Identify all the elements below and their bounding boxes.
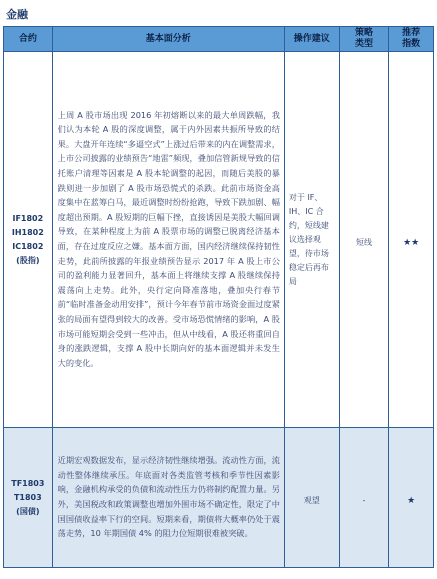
header-strategy-type-line1: 策略: [354, 28, 373, 38]
header-rating-line1: 推荐: [402, 28, 421, 38]
strategy-type-cell: [339, 52, 389, 428]
rating-cell: [389, 52, 434, 428]
strategy-type-cell: [339, 428, 389, 568]
table-row-equity-index: [4, 52, 434, 428]
strategy-type: 短线: [356, 238, 372, 247]
strategy-type: -: [362, 496, 366, 505]
header-strategy-type: [339, 27, 389, 52]
header-rating-line2: 指数: [402, 39, 421, 49]
header-strategy-type-line2: 类型: [354, 39, 373, 49]
header-contract: 合约: [4, 27, 53, 52]
contract-line: TF1803: [11, 478, 45, 488]
contract-line: IF1802: [12, 213, 44, 223]
section-title: 金融: [6, 8, 28, 21]
table-row-treasury: [4, 428, 434, 568]
advice-cell: [284, 428, 339, 568]
contract-line: T1803: [13, 492, 42, 502]
rating-stars: ★: [407, 496, 416, 506]
contract-category: (股指): [16, 255, 40, 265]
header-advice: 操作建议: [284, 27, 339, 52]
header-rating: [389, 27, 434, 52]
header-analysis: 基本面分析: [52, 27, 284, 52]
contract-cell: [4, 52, 53, 428]
contract-line: IC1802: [12, 241, 44, 251]
rating-stars: ★★: [403, 238, 420, 248]
futures-analysis-table: [3, 26, 434, 568]
analysis-cell: [52, 428, 284, 568]
rating-cell: [389, 428, 434, 568]
advice-cell: [284, 52, 339, 428]
analysis-cell: [52, 52, 284, 428]
contract-cell: [4, 428, 53, 568]
analysis-text: 上周 A 股市场出现 2016 年初熔断以来的最大单周跌幅，我们认为本轮 A 股的深度调整，属于内外因素共振所导致的结果。大盘开年连续“多逼空式”上涨过后带来的内在调整需求，上市公司披露的业绩预告“地雷”频现，叠加信管新规导致的信托账户清理等因素是 A 股本轮调整的起因，而随后美股的暴跌则进一步加剧了 A 股市场恐慌式的杀跌。此前市场资金高度集中在蓝筹白马，最近调整时纷纷抢跑，导致下跌加剧、幅度超出预期。A 股短期的巨幅下挫，直接诱因是美股大幅回调导致，在某种程度上为前 A 股票市场的调整已脱离经济基本面，存在过度反应之嫌。基本面方面，国内经济继续保持韧性走势，此前所披露的年报业绩预告显示 2017 年 A 股上市公司的盈利能力显著回升，基本面上将继续支撑 A 股继续保持震荡向上走势。此外，央行定向降准落地，叠加央行春节前“临时准备金动用安排”，预计今年春节前市场资金面过度紧张的局面有望得到较大的改善。受市场恐慌情绪的影响，A 股市场可能短期会受到一些冲击，但从中线看，A 股还将重回自身的涨跌逻辑，支撑 A 股中长期向好的基本面逻辑并未发生大的变化。: [57, 109, 280, 368]
advice-text: 观望: [303, 496, 320, 505]
contract-line: IH1802: [11, 227, 44, 237]
analysis-text: 近期宏观数据发布，显示经济韧性继续增强。流动性方面，流动性整体继续承压。年底面对各类监管考核和季节性因素影响，金融机构承受的负债和流动性压力仍将制约配置力量。另外，美国税改和政策调整也增加外围市场不确定性，限定了中国国债收益率下行的空间。短期来看，期债将大概率仍处于震荡走势，10 年期国债 4% 的阻力位短期很难被突破。: [57, 455, 280, 539]
table-header-row: [4, 27, 434, 52]
contract-category: (国债): [16, 506, 40, 516]
advice-text: 对于 IF、IH、IC 合约，短线建议选择观望，待市场稳定后再布局: [288, 192, 329, 286]
